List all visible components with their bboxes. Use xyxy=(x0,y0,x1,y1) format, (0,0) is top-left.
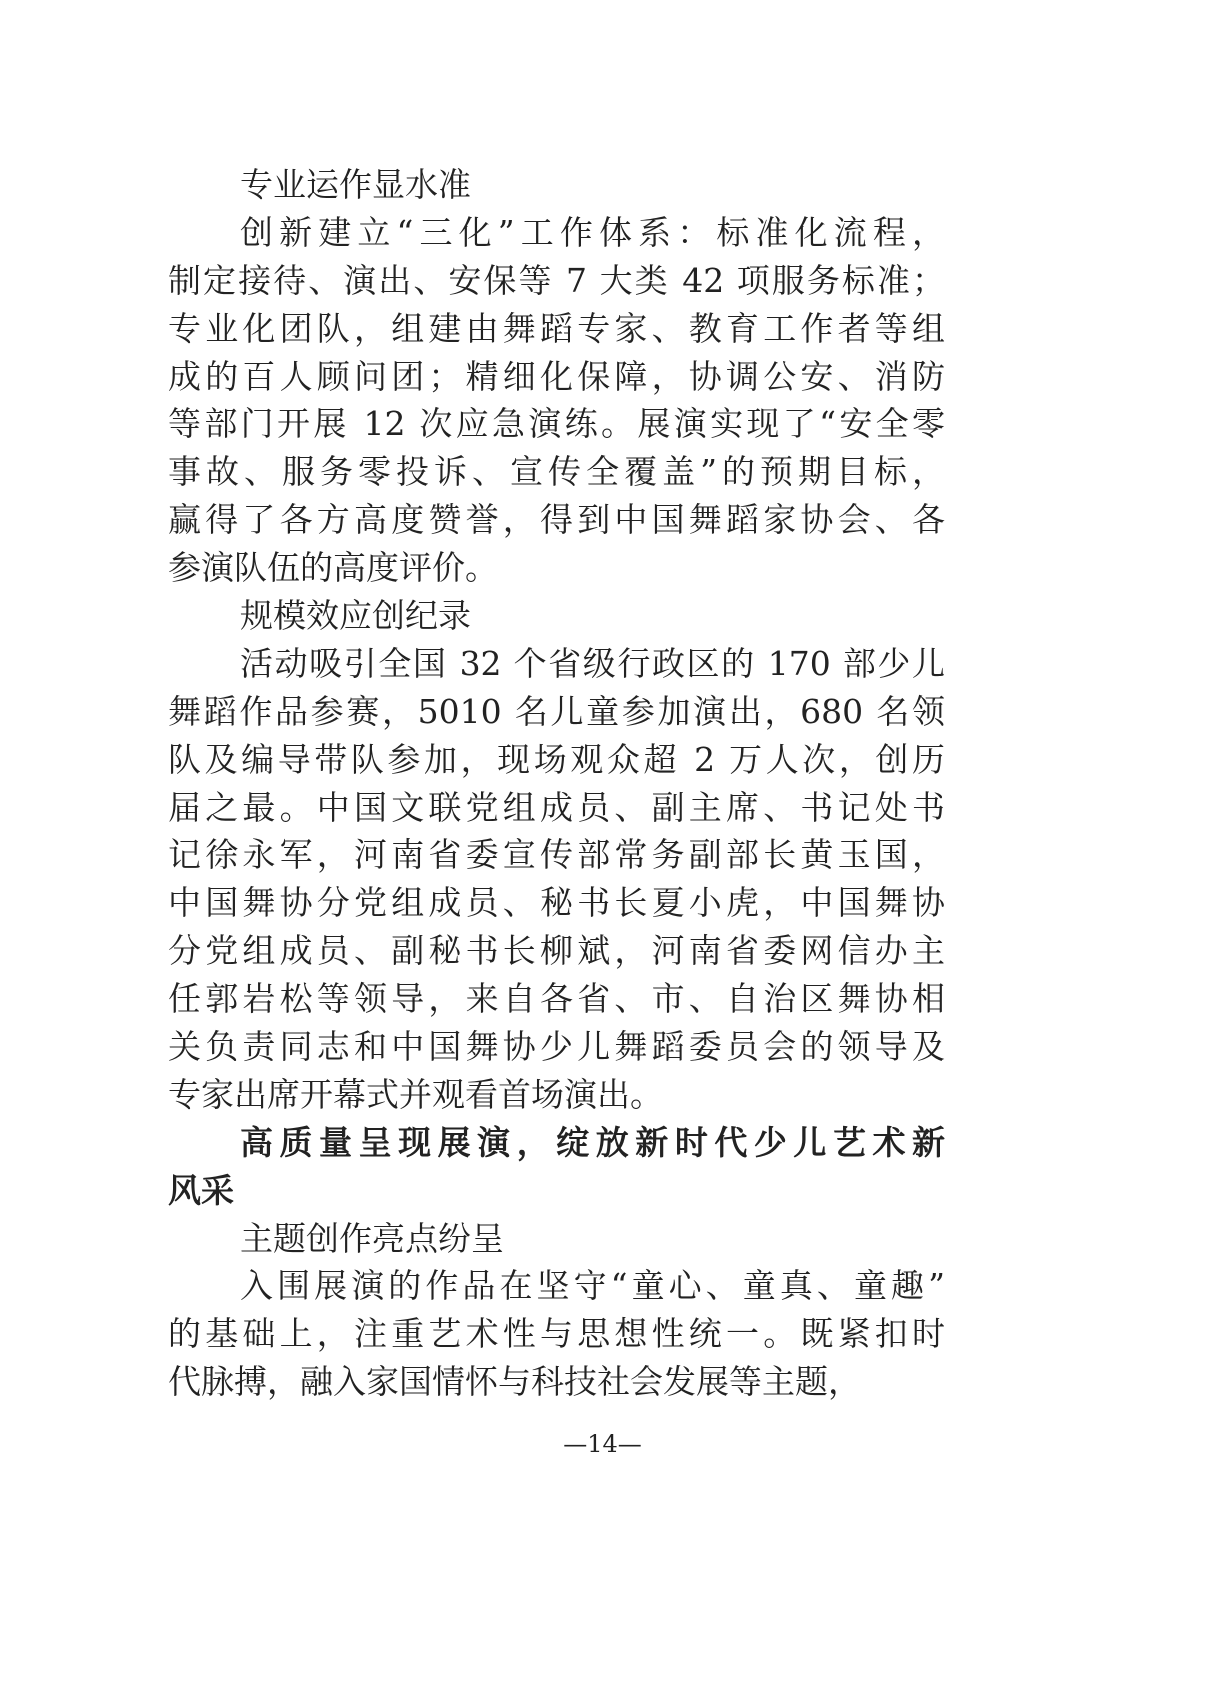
text-line: 队及编导带队参加，现场观众超 2 万人次，创历 xyxy=(168,739,945,779)
document-body xyxy=(168,161,945,1406)
subheading xyxy=(168,592,945,640)
text-line: 专家出席开幕式并观看首场演出。 xyxy=(168,1074,663,1114)
text-line: 事故、服务零投诉、宣传全覆盖”的预期目标， xyxy=(168,452,945,492)
text-line: 任郭岩松等领导，来自各省、市、自治区舞协相 xyxy=(168,979,945,1019)
subheading xyxy=(168,1215,945,1263)
subheading xyxy=(168,161,945,209)
text-line: 高质量呈现展演，绽放新时代少儿艺术新 xyxy=(240,1122,945,1162)
text-line: 成的百人顾问团；精细化保障，协调公安、消防 xyxy=(168,356,945,396)
text-line: 参演队伍的高度评价。 xyxy=(168,548,498,588)
paragraph xyxy=(168,640,945,1119)
text-line: 风采 xyxy=(168,1170,234,1210)
text-line: 创新建立“三化”工作体系：标准化流程， xyxy=(240,212,945,252)
text-line: 届之最。中国文联党组成员、副主席、书记处书 xyxy=(168,787,945,827)
text-line: 舞蹈作品参赛，5010 名儿童参加演出，680 名领 xyxy=(168,691,945,731)
text-line: 专业化团队，组建由舞蹈专家、教育工作者等组 xyxy=(168,308,945,348)
text-line: 分党组成员、副秘书长柳斌，河南省委网信办主 xyxy=(168,931,945,971)
page-number: —14— xyxy=(563,1430,642,1458)
text-line: 的基础上，注重艺术性与思想性统一。既紧扣时 xyxy=(168,1314,945,1354)
text-line: 等部门开展 12 次应急演练。展演实现了“安全零 xyxy=(168,404,945,444)
paragraph xyxy=(168,209,945,592)
text-line: 主题创作亮点纷呈 xyxy=(240,1218,504,1258)
text-line: 关负责同志和中国舞协少儿舞蹈委员会的领导及 xyxy=(168,1027,945,1067)
text-line: 代脉搏，融入家国情怀与科技社会发展等主题， xyxy=(168,1362,861,1402)
text-line: 赢得了各方高度赞誉，得到中国舞蹈家协会、各 xyxy=(168,500,945,540)
section-heading xyxy=(168,1119,945,1215)
text-line: 规模效应创纪录 xyxy=(240,596,471,636)
text-line: 制定接待、演出、安保等 7 大类 42 项服务标准； xyxy=(168,260,945,300)
paragraph xyxy=(168,1262,945,1406)
text-line: 记徐永军，河南省委宣传部常务副部长黄玉国， xyxy=(168,835,945,875)
text-line: 专业运作显水准 xyxy=(240,165,471,204)
text-line: 活动吸引全国 32 个省级行政区的 170 部少儿 xyxy=(240,643,945,683)
text-line: 入围展演的作品在坚守“童心、童真、童趣” xyxy=(240,1266,945,1306)
text-line: 中国舞协分党组成员、秘书长夏小虎，中国舞协 xyxy=(168,883,945,923)
